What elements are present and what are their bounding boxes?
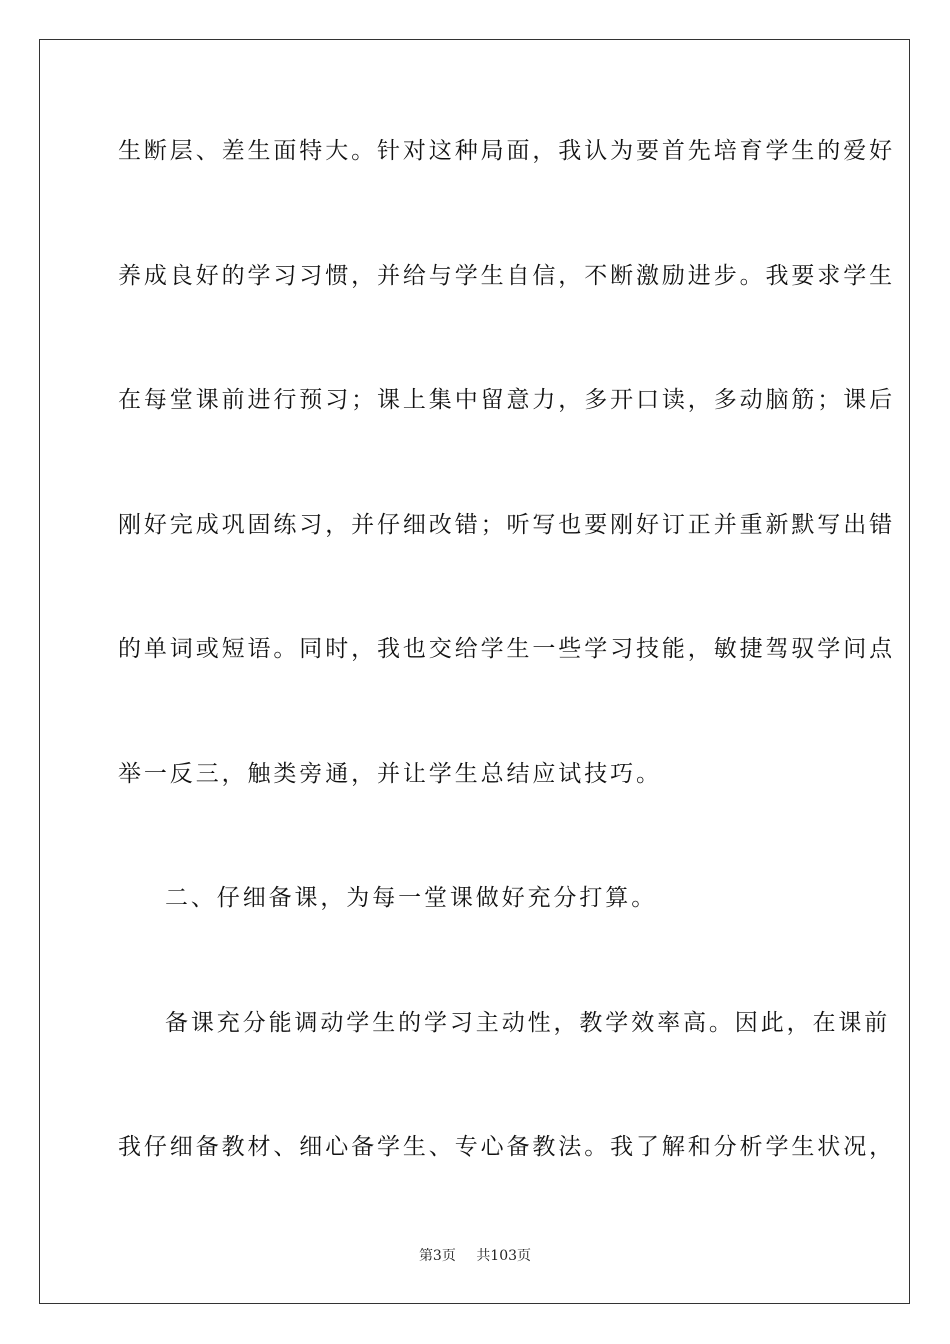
text-line-6: 举一反三，触类旁通，并让学生总结应试技巧。 xyxy=(118,761,662,787)
page-frame xyxy=(39,39,910,1304)
section-heading: 二、仔细备课，为每一堂课做好充分打算。 xyxy=(165,885,658,911)
current-page-label: 第3页 xyxy=(418,1248,456,1264)
text-line-8: 备课充分能调动学生的学习主动性，教学效率高。因此，在课前 xyxy=(165,1010,891,1036)
text-line-5: 的单词或短语。同时，我也交给学生一些学习技能，敏捷驾驭学问点 xyxy=(118,636,895,662)
total-pages-label: 共103页 xyxy=(476,1248,532,1264)
text-line-1: 生断层、差生面特大。针对这种局面，我认为要首先培育学生的爱好 xyxy=(118,138,895,164)
text-line-2: 养成良好的学习习惯，并给与学生自信，不断激励进步。我要求学生 xyxy=(118,263,895,289)
text-line-3: 在每堂课前进行预习；课上集中留意力，多开口读，多动脑筋；课后 xyxy=(118,387,895,413)
page-footer xyxy=(0,1247,950,1265)
text-line-9: 我仔细备教材、细心备学生、专心备教法。我了解和分析学生状况， xyxy=(118,1134,895,1160)
text-line-4: 刚好完成巩固练习，并仔细改错；听写也要刚好订正并重新默写出错 xyxy=(118,512,895,538)
